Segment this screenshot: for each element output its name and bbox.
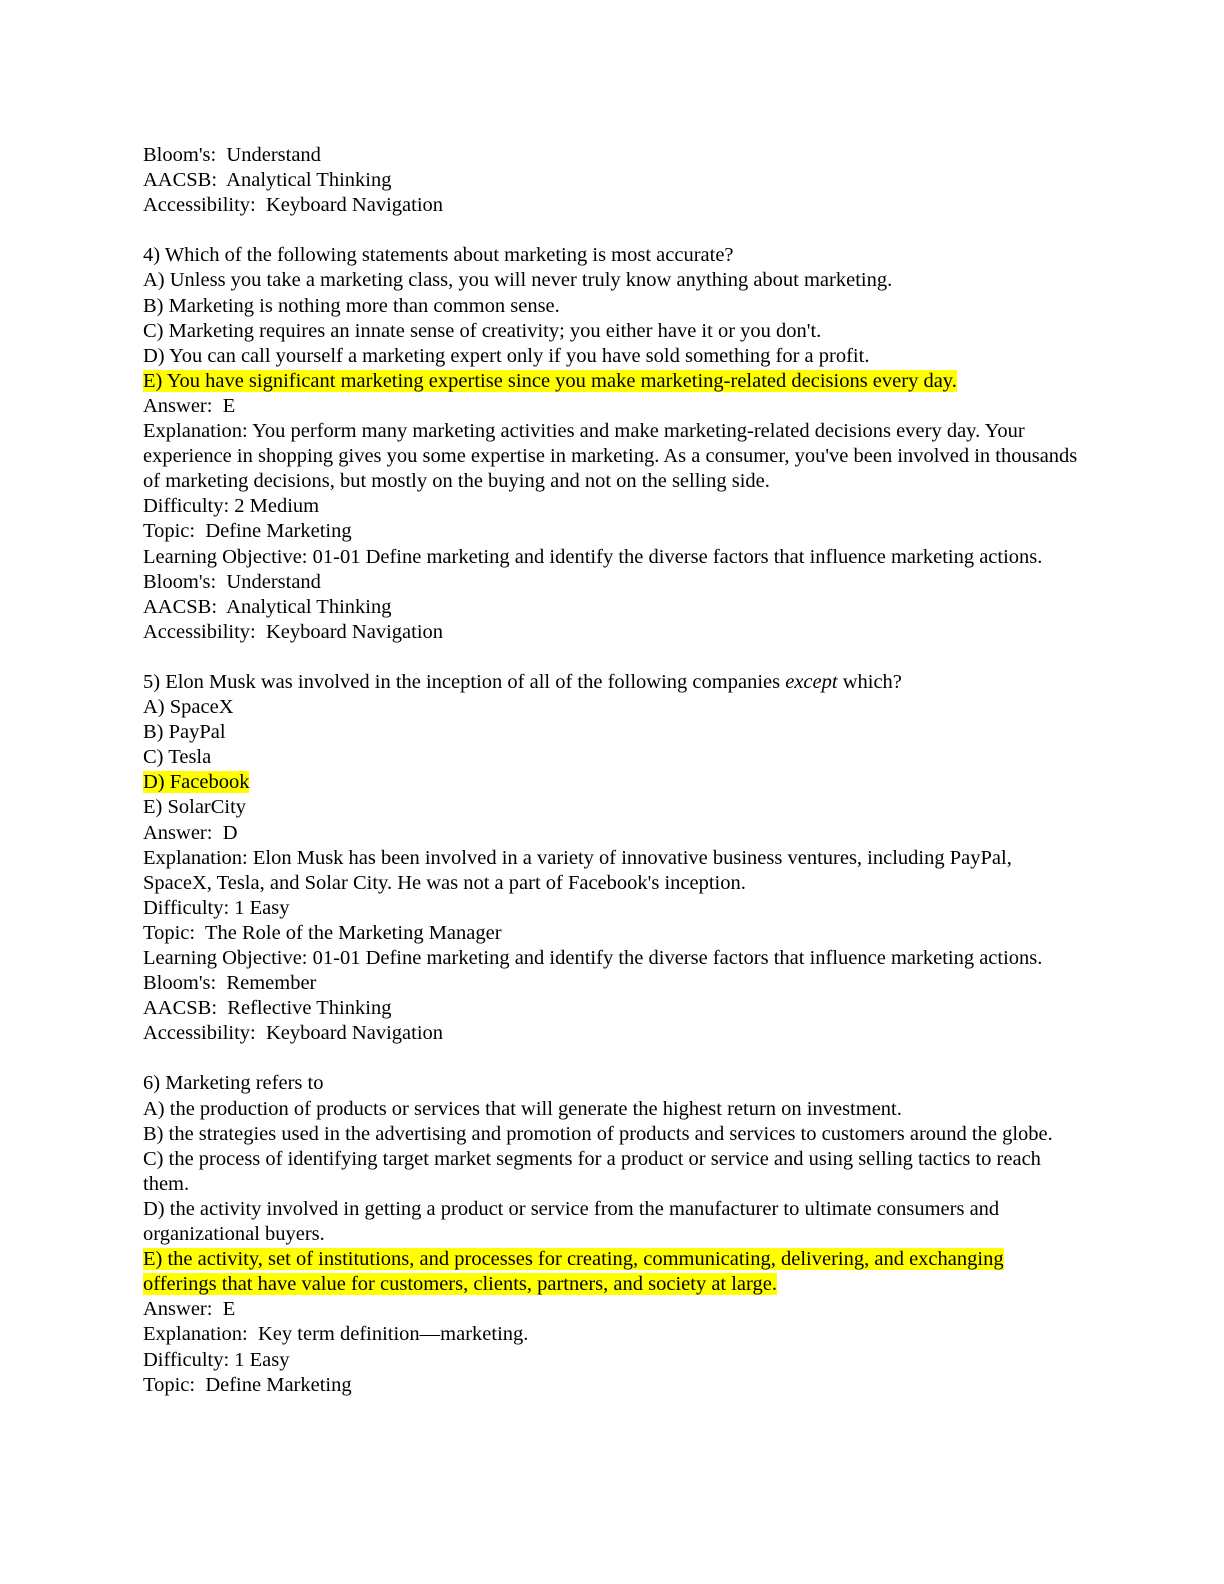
blooms-label: Bloom's: Understand <box>143 144 321 166</box>
difficulty: Difficulty: 1 Easy <box>143 1348 290 1371</box>
spacer <box>143 218 1078 243</box>
option-c: C) Tesla <box>143 746 212 769</box>
option-e-correct: E) the activity, set of institutions, and processes for creating, communicating, delivering, and exchanging offerings that have value for customers, clients, partners, and society at large. <box>143 1248 1004 1296</box>
difficulty: Difficulty: 1 Easy <box>143 896 290 919</box>
spacer <box>143 645 1078 670</box>
option-a: A) SpaceX <box>143 696 234 719</box>
topic: Topic: The Role of the Marketing Manager <box>143 921 502 944</box>
answer: Answer: D <box>143 821 238 844</box>
option-b: B) PayPal <box>143 721 226 744</box>
option-d: D) You can call yourself a marketing expert only if you have sold something for a profit. <box>143 344 870 367</box>
accessibility-label: Accessibility: Keyboard Navigation <box>143 194 444 217</box>
learning-objective: Learning Objective: 01-01 Define marketing and identify the diverse factors that influence marketing actions. <box>143 947 1043 969</box>
document-page <box>143 143 1078 1398</box>
option-e-correct: E) You have significant marketing expertise since you make marketing-related decisions every day. <box>143 369 957 392</box>
spacer <box>143 1046 1078 1071</box>
aacsb-label: AACSB: Analytical Thinking <box>143 169 392 192</box>
aacsb-label: AACSB: Analytical Thinking <box>143 595 392 618</box>
question-5 <box>143 670 1078 1046</box>
topic: Topic: Define Marketing <box>143 1373 352 1396</box>
option-e: E) SolarCity <box>143 796 247 819</box>
question-text-start: 5) Elon Musk was involved in the inception of all of the following companies <box>143 670 786 693</box>
option-c: C) the process of identifying target market segments for a product or service and using selling tactics to reach them. <box>143 1147 1041 1195</box>
difficulty: Difficulty: 2 Medium <box>143 495 320 518</box>
option-b: B) Marketing is nothing more than common sense. <box>143 294 560 317</box>
accessibility-label: Accessibility: Keyboard Navigation <box>143 620 444 643</box>
accessibility-label: Accessibility: Keyboard Navigation <box>143 1022 444 1045</box>
option-c: C) Marketing requires an innate sense of creativity; you either have it or you don't. <box>143 319 822 342</box>
option-d: D) the activity involved in getting a product or service from the manufacturer to ultimate consumers and organizational buyers. <box>143 1197 1000 1246</box>
question-text-end: which? <box>837 670 902 693</box>
question-text-emphasis: except <box>785 670 838 693</box>
aacsb-label: AACSB: Reflective Thinking <box>143 997 392 1020</box>
option-d-correct: D) Facebook <box>143 771 250 794</box>
answer: Answer: E <box>143 394 236 417</box>
explanation: Explanation: You perform many marketing activities and make marketing-related decisions every day. Your experience in shopping gives you some expertise in marketing. As a consumer, you've been involved in thousands of marketing decisions, but mostly on the buying and not on the selling side. <box>143 420 1078 493</box>
learning-objective: Learning Objective: 01-01 Define marketing and identify the diverse factors that influence marketing actions. <box>143 545 1043 568</box>
question-text: 6) Marketing refers to <box>143 1072 324 1095</box>
topic: Topic: Define Marketing <box>143 520 352 543</box>
option-a: A) the production of products or services that will generate the highest return on investment. <box>143 1097 902 1120</box>
explanation: Explanation: Elon Musk has been involved in a variety of innovative business ventures, including PayPal, SpaceX, Tesla, and Solar City. He was not a part of Facebook's inception. <box>143 846 1012 894</box>
blooms-label: Bloom's: Understand <box>143 570 321 593</box>
question-text <box>143 670 1078 695</box>
explanation: Explanation: Key term definition—marketing. <box>143 1323 529 1346</box>
blooms-label: Bloom's: Remember <box>143 972 317 995</box>
answer: Answer: E <box>143 1298 236 1321</box>
option-a: A) Unless you take a marketing class, you will never truly know anything about marketing. <box>143 269 893 292</box>
option-b: B) the strategies used in the advertising and promotion of products and services to customers around the globe. <box>143 1122 1053 1145</box>
question-6 <box>143 1071 1078 1397</box>
top-metadata <box>143 143 1078 218</box>
question-text: 4) Which of the following statements about marketing is most accurate? <box>143 244 734 267</box>
question-4 <box>143 243 1078 645</box>
